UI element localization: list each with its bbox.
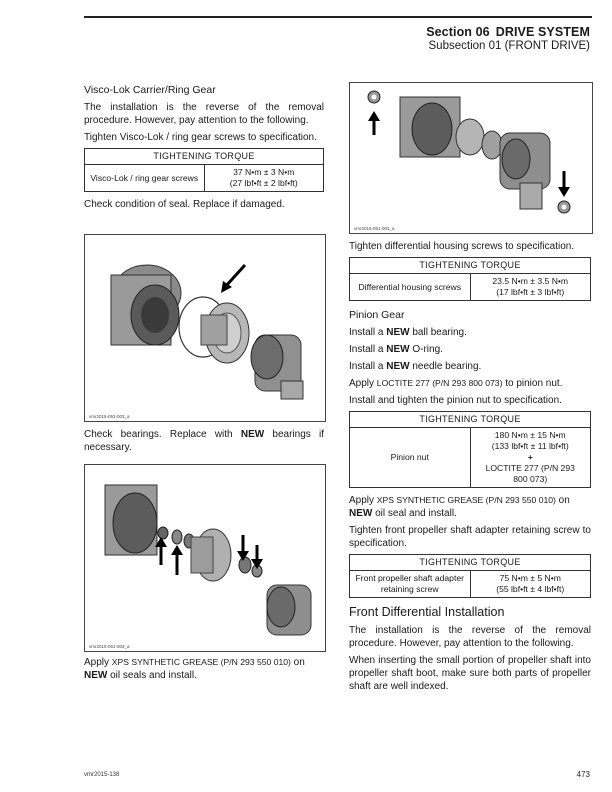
new-emphasis: NEW xyxy=(386,327,410,338)
paragraph-apply-grease xyxy=(84,656,324,682)
text-fragment: Check bearings. Replace with xyxy=(84,429,241,440)
torque-item: Pinion nut xyxy=(350,428,471,488)
arrow-up-icon xyxy=(368,111,380,135)
torque-table-header: TIGHTENING TORQUE xyxy=(85,149,324,165)
left-column-top xyxy=(84,84,324,215)
step-apply-loctite xyxy=(349,377,591,390)
text-fragment: bearings if necessary. xyxy=(84,429,324,453)
text-fragment: on xyxy=(290,657,305,668)
text-fragment: oil seal and install. xyxy=(372,508,457,519)
new-emphasis: NEW xyxy=(386,344,410,355)
step-o-ring xyxy=(349,343,591,356)
step-needle-bearing xyxy=(349,360,591,373)
paragraph-bearings xyxy=(84,428,324,454)
torque-value-imperial: (133 lbf•ft ± 11 lbf•ft) xyxy=(491,441,569,451)
right-column xyxy=(349,240,591,697)
text-fragment: oil seals and install. xyxy=(107,670,197,681)
torque-value-imperial: (27 lbf•ft ± 2 lbf•ft) xyxy=(229,178,298,188)
torque-value-imperial: (55 lbf•ft ± 4 lbf•ft) xyxy=(496,584,565,594)
torque-value xyxy=(204,165,324,192)
torque-table-pinion-nut xyxy=(349,411,591,488)
paragraph-fd-shaft: When inserting the small portion of propeller shaft into propeller shaft boot, make sure both parts of propeller shaft are well indexed. xyxy=(349,655,591,692)
figure-caption: vmr2015-051-003_a xyxy=(89,644,130,649)
text-fragment: Apply xyxy=(349,378,377,389)
torque-value xyxy=(470,428,591,488)
torque-value xyxy=(470,571,591,598)
text-fragment: ball bearing. xyxy=(409,327,467,338)
page-number: 473 xyxy=(576,770,590,779)
torque-value xyxy=(470,274,591,301)
torque-value-metric: 37 N•m ± 3 N•m xyxy=(233,167,295,177)
ring-gear-icon xyxy=(191,529,231,581)
arrow-icon xyxy=(221,265,245,293)
torque-item: Visco-Lok / ring gear screws xyxy=(85,165,205,192)
washer-icon xyxy=(368,91,380,103)
new-emphasis: NEW xyxy=(386,361,410,372)
differential-illustration xyxy=(350,83,592,233)
figure-caption: vmr2015-051-003_a xyxy=(89,414,130,419)
step-tighten-pinion-nut: Install and tighten the pinion nut to specification. xyxy=(349,395,562,406)
torque-value-metric: 23.5 N•m ± 3.5 N•m xyxy=(492,276,569,286)
torque-table-visco-lok xyxy=(84,148,324,192)
header-rule xyxy=(84,16,592,18)
footer-doc-id: vmr2015-138 xyxy=(84,772,120,778)
torque-table-header: TIGHTENING TORQUE xyxy=(350,258,591,274)
subsection-title: Subsection 01 (FRONT DRIVE) xyxy=(428,40,590,52)
torque-item: Front propeller shaft adapter retaining screw xyxy=(350,571,471,598)
ring-gear-illustration xyxy=(85,235,325,421)
step-ball-bearing xyxy=(349,326,591,339)
figure-ring-gear-seal xyxy=(84,234,326,422)
housing-cover-icon xyxy=(251,335,303,399)
washer-icon xyxy=(558,201,570,213)
text-fragment: to pinion nut. xyxy=(502,378,563,389)
left-column-bearings xyxy=(84,428,324,458)
figure-bearings-exploded xyxy=(84,464,326,652)
left-column-bottom xyxy=(84,656,324,686)
section-number: Section 06 xyxy=(426,25,490,39)
torque-value-product-cont: 800 073) xyxy=(513,474,548,484)
torque-value-metric: 180 N•m ± 15 N•m xyxy=(494,430,566,440)
torque-value-product: LOCTITE 277 (P/N 293 xyxy=(485,463,575,473)
text-fragment: Apply xyxy=(349,495,377,506)
section-name: DRIVE SYSTEM xyxy=(495,25,590,39)
paragraph-apply-xps xyxy=(349,494,591,520)
text-fragment: needle bearing. xyxy=(409,361,482,372)
text-fragment: Install a xyxy=(349,327,387,338)
new-emphasis: NEW xyxy=(84,670,108,681)
heading-front-differential-installation: Front Differential Installation xyxy=(349,605,505,619)
section-header xyxy=(426,25,590,52)
paragraph-diff-housing: Tighten differential housing screws to specification. xyxy=(349,241,575,252)
text-fragment: on xyxy=(555,495,570,506)
torque-table-adapter-screw xyxy=(349,554,591,598)
paragraph-seal: Check condition of seal. Replace if damaged. xyxy=(84,199,285,210)
arrow-down-icon xyxy=(251,545,263,569)
product-name: XPS SYNTHETIC GREASE (P/N 293 550 010) xyxy=(376,495,556,505)
figure-differential-exploded xyxy=(349,82,593,234)
torque-item: Differential housing screws xyxy=(350,274,471,301)
arrow-down-icon xyxy=(558,171,570,197)
plus-sign: + xyxy=(527,452,533,462)
text-fragment: Install a xyxy=(349,361,387,372)
new-emphasis: NEW xyxy=(349,508,373,519)
figure-caption: vmr2015-051-001_a xyxy=(354,226,395,231)
heading-visco-lok: Visco-Lok Carrier/Ring Gear xyxy=(84,84,216,96)
ring-gear-icon xyxy=(201,303,249,363)
torque-table-diff-housing xyxy=(349,257,591,301)
paragraph-fd-install: The installation is the reverse of the removal procedure. However, pay attention to the following. xyxy=(349,625,591,649)
paragraph-adapter-screw: Tighten front propeller shaft adapter retaining screw to specification. xyxy=(349,525,591,549)
torque-table-header: TIGHTENING TORQUE xyxy=(350,412,591,428)
bearings-illustration xyxy=(85,465,325,651)
text-fragment: Install a xyxy=(349,344,387,355)
torque-table-header: TIGHTENING TORQUE xyxy=(350,555,591,571)
new-emphasis: NEW xyxy=(240,429,265,440)
heading-pinion-gear: Pinion Gear xyxy=(349,309,405,321)
product-name: LOCTITE 277 (P/N 293 800 073) xyxy=(376,378,503,388)
text-fragment: O-ring. xyxy=(409,344,443,355)
text-fragment: Apply xyxy=(84,657,112,668)
torque-value-imperial: (17 lbf•ft ± 3 lbf•ft) xyxy=(496,287,565,297)
torque-value-metric: 75 N•m ± 5 N•m xyxy=(499,573,561,583)
arrow-up-icon xyxy=(171,545,183,575)
housing-cover-icon xyxy=(267,585,311,635)
paragraph-install: The installation is the reverse of the removal procedure. However, pay attention to the following. xyxy=(84,102,324,126)
product-name: XPS SYNTHETIC GREASE (P/N 293 550 010) xyxy=(111,657,291,667)
paragraph-tighten: Tighten Visco-Lok / ring gear screws to specification. xyxy=(84,132,317,143)
section-title xyxy=(426,25,590,39)
